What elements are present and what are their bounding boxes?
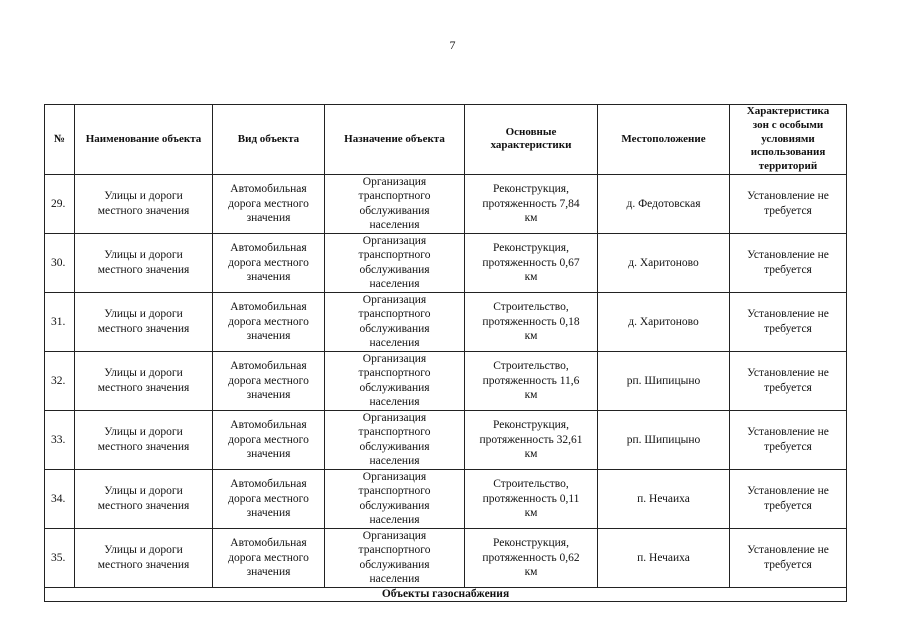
cell-kind: [213, 174, 325, 233]
header-num: №: [45, 105, 75, 175]
cell-num-text: 31.: [51, 315, 66, 328]
cell-location-text: рп. Шипицыно: [626, 374, 701, 387]
cell-purpose-text: Организация транспортного обслуживания населения: [358, 530, 431, 586]
cell-purpose-text: Организация транспортного обслуживания населения: [358, 412, 431, 468]
cell-zone: [730, 292, 847, 351]
cell-kind: [213, 292, 325, 351]
cell-name-text: Улицы и дороги местного значения: [97, 544, 190, 571]
cell-location-text: д. Харитоново: [628, 256, 699, 269]
cell-location-text: рп. Шипицыно: [626, 433, 701, 446]
cell-purpose: [325, 410, 465, 469]
cell-num-text: 30.: [51, 256, 66, 269]
cell-purpose: [325, 292, 465, 351]
cell-zone: [730, 410, 847, 469]
cell-kind-text: Автомобильная дорога местного значения: [228, 537, 309, 578]
cell-purpose: [325, 233, 465, 292]
cell-location: [598, 469, 730, 528]
cell-zone: [730, 351, 847, 410]
cell-purpose-text: Организация транспортного обслуживания населения: [358, 471, 431, 527]
cell-characteristics: [465, 174, 598, 233]
header-purpose: Назначение объекта: [325, 105, 465, 175]
cell-location-text: п. Нечаиха: [637, 551, 690, 564]
cell-name: [75, 469, 213, 528]
cell-num: [45, 469, 75, 528]
objects-table: [44, 104, 847, 602]
cell-location-text: д. Федотовская: [626, 197, 701, 210]
cell-name: [75, 233, 213, 292]
cell-characteristics-text: Реконструкция, протяженность 0,67 км: [482, 242, 580, 283]
cell-purpose-text: Организация транспортного обслуживания населения: [358, 353, 431, 409]
cell-location: [598, 233, 730, 292]
cell-location: [598, 410, 730, 469]
cell-zone-text: Установление не требуется: [747, 249, 829, 276]
cell-kind-text: Автомобильная дорога местного значения: [228, 419, 309, 460]
cell-name: [75, 410, 213, 469]
cell-zone: [730, 174, 847, 233]
cell-characteristics-text: Строительство, протяженность 0,11 км: [482, 478, 580, 519]
cell-characteristics-text: Реконструкция, протяженность 32,61 км: [479, 419, 583, 460]
header-kind: Вид объекта: [213, 105, 325, 175]
cell-name-text: Улицы и дороги местного значения: [97, 485, 190, 512]
cell-kind-text: Автомобильная дорога местного значения: [228, 183, 309, 224]
cell-zone: [730, 469, 847, 528]
header-location: Местоположение: [598, 105, 730, 175]
cell-num-text: 34.: [51, 492, 66, 505]
cell-name-text: Улицы и дороги местного значения: [97, 249, 190, 276]
header-zone: Характеристика зон с особыми условиями использования территорий: [730, 105, 847, 175]
table-row: [45, 469, 847, 528]
cell-characteristics-text: Реконструкция, протяженность 0,62 км: [482, 537, 580, 578]
cell-kind: [213, 351, 325, 410]
cell-zone-text: Установление не требуется: [747, 308, 829, 335]
cell-num: [45, 528, 75, 587]
cell-purpose: [325, 469, 465, 528]
cell-num: [45, 351, 75, 410]
cell-characteristics: [465, 528, 598, 587]
cell-purpose-text: Организация транспортного обслуживания населения: [358, 235, 431, 291]
cell-num: [45, 174, 75, 233]
cell-kind: [213, 469, 325, 528]
cell-zone-text: Установление не требуется: [747, 190, 829, 217]
cell-characteristics: [465, 351, 598, 410]
cell-zone-text: Установление не требуется: [747, 426, 829, 453]
cell-kind-text: Автомобильная дорога местного значения: [228, 242, 309, 283]
cell-characteristics-text: Реконструкция, протяженность 7,84 км: [482, 183, 580, 224]
cell-name: [75, 528, 213, 587]
cell-purpose: [325, 351, 465, 410]
cell-num: [45, 292, 75, 351]
table-row: [45, 528, 847, 587]
cell-location: [598, 292, 730, 351]
cell-location: [598, 351, 730, 410]
cell-kind: [213, 410, 325, 469]
cell-kind: [213, 528, 325, 587]
table-header-row: [45, 105, 847, 175]
table-row: [45, 233, 847, 292]
cell-characteristics: [465, 233, 598, 292]
cell-location-text: д. Харитоново: [628, 315, 699, 328]
cell-zone: [730, 233, 847, 292]
cell-name: [75, 292, 213, 351]
cell-kind: [213, 233, 325, 292]
cell-characteristics: [465, 469, 598, 528]
cell-purpose: [325, 174, 465, 233]
cell-location: [598, 174, 730, 233]
table-row: [45, 410, 847, 469]
cell-num: [45, 410, 75, 469]
page-number: 7: [449, 38, 456, 52]
cell-num-text: 33.: [51, 433, 66, 446]
cell-characteristics: [465, 410, 598, 469]
table-body: [45, 174, 847, 601]
section-title: Объекты газоснабжения: [45, 587, 847, 601]
cell-zone-text: Установление не требуется: [747, 485, 829, 512]
cell-characteristics-text: Строительство, протяженность 0,18 км: [482, 301, 580, 342]
cell-name-text: Улицы и дороги местного значения: [97, 367, 190, 394]
cell-zone-text: Установление не требуется: [747, 367, 829, 394]
cell-purpose-text: Организация транспортного обслуживания населения: [358, 294, 431, 350]
cell-location-text: п. Нечаиха: [637, 492, 690, 505]
cell-num: [45, 233, 75, 292]
table-row: [45, 174, 847, 233]
cell-kind-text: Автомобильная дорога местного значения: [228, 360, 309, 401]
cell-location: [598, 528, 730, 587]
cell-name-text: Улицы и дороги местного значения: [97, 426, 190, 453]
cell-kind-text: Автомобильная дорога местного значения: [228, 478, 309, 519]
cell-purpose: [325, 528, 465, 587]
cell-characteristics: [465, 292, 598, 351]
section-row: [45, 587, 847, 601]
cell-name: [75, 351, 213, 410]
cell-name-text: Улицы и дороги местного значения: [97, 190, 190, 217]
table-row: [45, 292, 847, 351]
cell-purpose-text: Организация транспортного обслуживания населения: [358, 176, 431, 232]
header-characteristics: Основные характеристики: [465, 105, 598, 175]
cell-zone: [730, 528, 847, 587]
cell-name-text: Улицы и дороги местного значения: [97, 308, 190, 335]
table-row: [45, 351, 847, 410]
cell-num-text: 35.: [51, 551, 66, 564]
cell-name: [75, 174, 213, 233]
cell-characteristics-text: Строительство, протяженность 11,6 км: [482, 360, 580, 401]
header-name: Наименование объекта: [75, 105, 213, 175]
cell-num-text: 29.: [51, 197, 66, 210]
cell-num-text: 32.: [51, 374, 66, 387]
cell-zone-text: Установление не требуется: [747, 544, 829, 571]
cell-kind-text: Автомобильная дорога местного значения: [228, 301, 309, 342]
